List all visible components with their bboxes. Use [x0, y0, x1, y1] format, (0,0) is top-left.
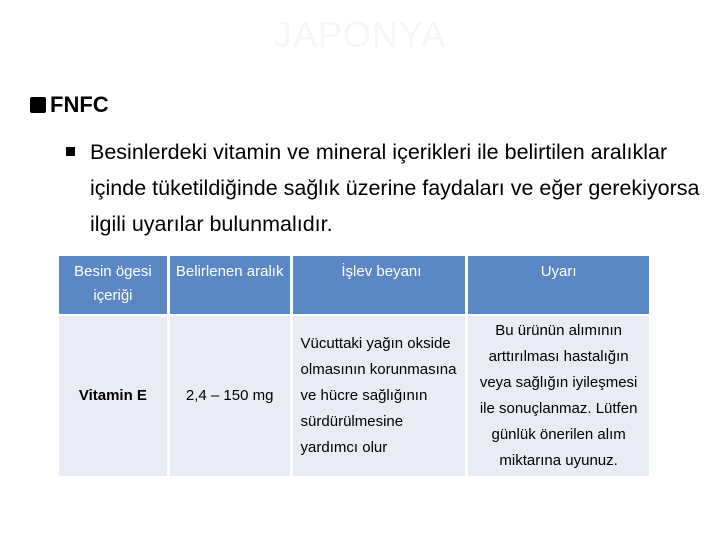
cell-range: 2,4 – 150 mg	[170, 316, 290, 476]
nutrient-table	[56, 254, 652, 478]
header-nutrient: Besin ögesi içeriği	[59, 256, 167, 314]
header-range: Belirlenen aralık	[170, 256, 290, 314]
table-row	[59, 316, 649, 476]
section-heading-text: FNFC	[50, 92, 109, 117]
cell-nutrient: Vitamin E	[59, 316, 167, 476]
slide-title: JAPONYA	[273, 14, 447, 55]
cell-warning: Bu ürünün alımının arttırılması hastalığın veya sağlığın iyileşmesi ile sonuçlanmaz. Lütfen günlük önerilen alım miktarına uyunuz.	[468, 316, 649, 476]
header-claim: İşlev beyanı	[293, 256, 466, 314]
square-bullet-icon	[66, 147, 75, 156]
header-warning: Uyarı	[468, 256, 649, 314]
bullet-text: Besinlerdeki vitamin ve mineral içerikleri ile belirtilen aralıklar içinde tüketildiğinde sağlık üzerine faydaları ve eğer gerekiyorsa ilgili uyarılar bulunmalıdır.	[90, 140, 700, 236]
checkbox-bullet-icon	[30, 97, 46, 113]
section-heading	[30, 92, 109, 118]
bullet-paragraph	[66, 134, 706, 242]
cell-claim: Vücuttaki yağın okside olmasının korunmasına ve hücre sağlığının sürdürülmesine yardımcı olur	[293, 316, 466, 476]
table-header-row	[59, 256, 649, 314]
